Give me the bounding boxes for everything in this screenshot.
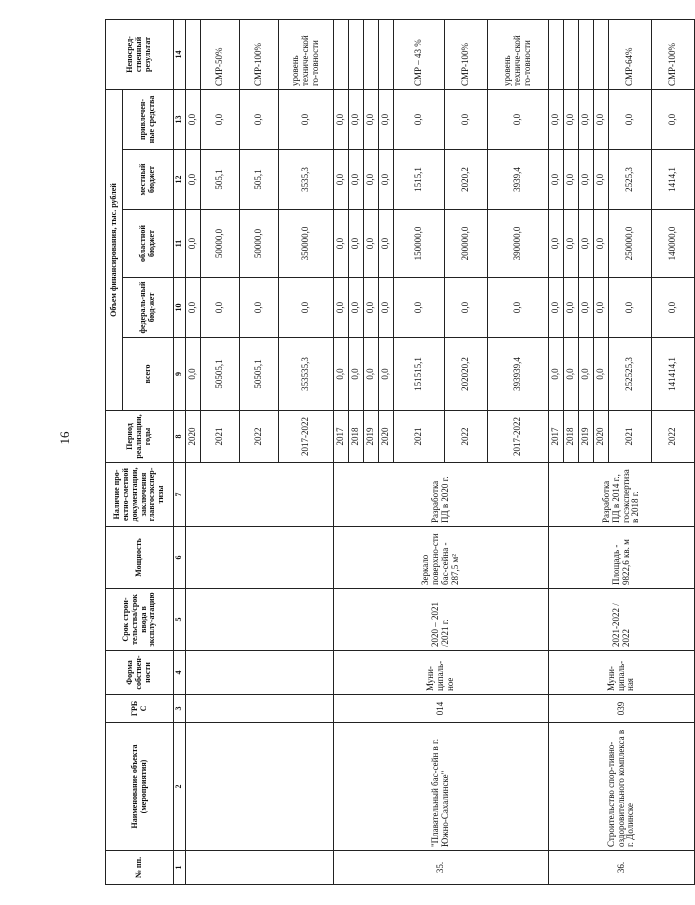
total-cell: 151515,1 [394,338,445,411]
result-cell [349,19,364,89]
header-grbs: ГРБ С [106,695,174,723]
attracted-cell: 0,0 [579,89,594,149]
federal-cell: 0,0 [201,278,240,338]
attracted-cell: 0,0 [379,89,394,149]
attracted-cell: 0,0 [240,89,279,149]
local-cell: 2525,3 [609,150,652,210]
object-grbs: 014 [334,695,549,723]
year-cell: 2017-2022 [488,411,549,463]
result-cell [186,19,201,89]
header-result: Непосред-ственный результат [106,19,174,89]
local-cell: 505,1 [201,150,240,210]
federal-cell: 0,0 [579,278,594,338]
regional-cell: 140000,0 [652,210,695,278]
header-period: Период реализации, годы [106,411,174,463]
attracted-cell: 0,0 [445,89,488,149]
continuation-cell [186,695,334,723]
federal-cell: 0,0 [186,278,201,338]
year-cell: 2022 [652,411,695,463]
attracted-cell: 0,0 [652,89,695,149]
total-cell: 353535,3 [279,338,334,411]
object-term: 2021-2022 / 2022 [549,589,695,651]
page-number: 16 [57,431,72,445]
table-row [186,19,201,884]
attracted-cell: 0,0 [549,89,564,149]
header-docs: Наличие про-ектно-сметной документации, заключения главгосэкспер-тизы [106,463,174,527]
local-cell: 0,0 [364,150,379,210]
federal-cell: 0,0 [594,278,609,338]
total-cell: 0,0 [334,338,349,411]
regional-cell: 0,0 [334,210,349,278]
local-cell: 0,0 [579,150,594,210]
total-cell: 50505,1 [201,338,240,411]
federal-cell: 0,0 [549,278,564,338]
total-cell: 0,0 [594,338,609,411]
year-cell: 2018 [564,411,579,463]
year-cell: 2020 [594,411,609,463]
federal-cell: 0,0 [334,278,349,338]
regional-cell: 250000,0 [609,210,652,278]
regional-cell: 0,0 [579,210,594,278]
investment-table [105,19,695,885]
col-num: 5 [174,589,186,651]
header-no: № пп. [106,851,174,885]
year-cell: 2017-2022 [279,411,334,463]
attracted-cell: 0,0 [594,89,609,149]
object-name: Строительство спор-тивно-оздоровительного комплекса в г. Долинске [549,723,695,851]
federal-cell: 0,0 [364,278,379,338]
result-cell [364,19,379,89]
result-cell: СМР-50% [201,19,240,89]
header-attracted: привлечен-ные средства [123,89,174,149]
federal-cell: 0,0 [349,278,364,338]
federal-cell: 0,0 [379,278,394,338]
continuation-cell [186,723,334,851]
year-cell: 2020 [379,411,394,463]
col-num: 7 [174,463,186,527]
col-num: 6 [174,527,186,589]
regional-cell: 50000,0 [240,210,279,278]
total-cell: 50505,1 [240,338,279,411]
continuation-cell [186,851,334,885]
object-term: 2020 – 2021 /2021 г. [334,589,549,651]
federal-cell: 0,0 [564,278,579,338]
result-cell: СМР – 43 % [394,19,445,89]
regional-cell: 0,0 [349,210,364,278]
object-ownership: Муни-ципаль-ная [549,651,695,695]
total-cell: 202020,2 [445,338,488,411]
continuation-cell [186,589,334,651]
attracted-cell: 0,0 [364,89,379,149]
attracted-cell: 0,0 [334,89,349,149]
col-num: 14 [174,19,186,89]
regional-cell: 390000,0 [488,210,549,278]
federal-cell: 0,0 [279,278,334,338]
federal-cell: 0,0 [488,278,549,338]
rotated-page [105,20,678,885]
continuation-cell [186,651,334,695]
year-cell: 2019 [579,411,594,463]
attracted-cell: 0,0 [609,89,652,149]
result-cell: уровень техниче-ской го-товности [488,19,549,89]
local-cell: 3939,4 [488,150,549,210]
col-num: 11 [174,210,186,278]
total-cell: 0,0 [549,338,564,411]
total-cell: 0,0 [364,338,379,411]
col-num: 13 [174,89,186,149]
result-cell: СМР-64% [609,19,652,89]
result-cell [594,19,609,89]
object-number: 35. [334,851,549,885]
local-cell: 3535,3 [279,150,334,210]
total-cell: 141414,1 [652,338,695,411]
object-capacity: Площадь - 9822,6 кв. м [549,527,695,589]
regional-cell: 0,0 [364,210,379,278]
year-cell: 2022 [445,411,488,463]
col-num: 10 [174,278,186,338]
local-cell: 0,0 [549,150,564,210]
continuation-cell [186,527,334,589]
table-row [549,19,564,884]
header-capacity: Мощность [106,527,174,589]
year-cell: 2019 [364,411,379,463]
result-cell [579,19,594,89]
regional-cell: 350000,0 [279,210,334,278]
regional-cell: 0,0 [186,210,201,278]
year-cell: 2021 [609,411,652,463]
year-cell: 2021 [394,411,445,463]
col-num: 8 [174,411,186,463]
total-cell: 393939,4 [488,338,549,411]
local-cell: 0,0 [186,150,201,210]
total-cell: 0,0 [349,338,364,411]
year-cell: 2018 [349,411,364,463]
header-ownership: Форма собствен-ности [106,651,174,695]
col-num: 4 [174,651,186,695]
object-number: 36. [549,851,695,885]
column-numbers-row [174,19,186,884]
object-docs: Разработка ПД в 2014 г., госэкспертиза в 2018 г. [549,463,695,527]
object-docs: Разработка ПД в 2020 г. [334,463,549,527]
year-cell: 2021 [201,411,240,463]
local-cell: 505,1 [240,150,279,210]
header-row-1 [106,19,123,884]
regional-cell: 150000,0 [394,210,445,278]
local-cell: 0,0 [594,150,609,210]
header-term: Срок строи-тельства/срок ввода в эксплу-атацию [106,589,174,651]
object-grbs: 039 [549,695,695,723]
total-cell: 0,0 [564,338,579,411]
col-num: 1 [174,851,186,885]
year-cell: 2017 [549,411,564,463]
regional-cell: 0,0 [379,210,394,278]
federal-cell: 0,0 [609,278,652,338]
attracted-cell: 0,0 [186,89,201,149]
attracted-cell: 0,0 [564,89,579,149]
year-cell: 2017 [334,411,349,463]
regional-cell: 0,0 [594,210,609,278]
federal-cell: 0,0 [240,278,279,338]
col-num: 9 [174,338,186,411]
col-num: 2 [174,723,186,851]
regional-cell: 200000,0 [445,210,488,278]
header-total: всего [123,338,174,411]
federal-cell: 0,0 [445,278,488,338]
total-cell: 0,0 [186,338,201,411]
regional-cell: 50000,0 [201,210,240,278]
local-cell: 0,0 [349,150,364,210]
local-cell: 0,0 [564,150,579,210]
col-num: 3 [174,695,186,723]
result-cell: СМР-100% [445,19,488,89]
header-federal: федераль-ный бюд-жет [123,278,174,338]
attracted-cell: 0,0 [394,89,445,149]
local-cell: 1515,1 [394,150,445,210]
regional-cell: 0,0 [549,210,564,278]
federal-cell: 0,0 [652,278,695,338]
result-cell [564,19,579,89]
local-cell: 0,0 [334,150,349,210]
result-cell: СМР-100% [652,19,695,89]
attracted-cell: 0,0 [201,89,240,149]
attracted-cell: 0,0 [279,89,334,149]
header-local: местный бюджет [123,150,174,210]
regional-cell: 0,0 [564,210,579,278]
continuation-cell [186,463,334,527]
local-cell: 1414,1 [652,150,695,210]
object-capacity: Зеркало поверхно-сти бас-сейна - 287,5 м² [334,527,549,589]
header-regional: областной бюджет [123,210,174,278]
result-cell [379,19,394,89]
result-cell: уровень техниче-ской го-товности [279,19,334,89]
result-cell [549,19,564,89]
attracted-cell: 0,0 [349,89,364,149]
year-cell: 2022 [240,411,279,463]
federal-cell: 0,0 [394,278,445,338]
total-cell: 0,0 [579,338,594,411]
object-ownership: Муни-ципаль-ное [334,651,549,695]
col-num: 12 [174,150,186,210]
total-cell: 252525,3 [609,338,652,411]
object-name: "Плавательный бас-сейн в г. Южно-Сахалинске" [334,723,549,851]
local-cell: 2020,2 [445,150,488,210]
attracted-cell: 0,0 [488,89,549,149]
header-funding: Объем финансирования, тыс. рублей [106,89,123,410]
table-row [334,19,349,884]
year-cell: 2020 [186,411,201,463]
total-cell: 0,0 [379,338,394,411]
local-cell: 0,0 [379,150,394,210]
result-cell [334,19,349,89]
result-cell: СМР-100% [240,19,279,89]
header-name: Наименование объекта (мероприятия) [106,723,174,851]
